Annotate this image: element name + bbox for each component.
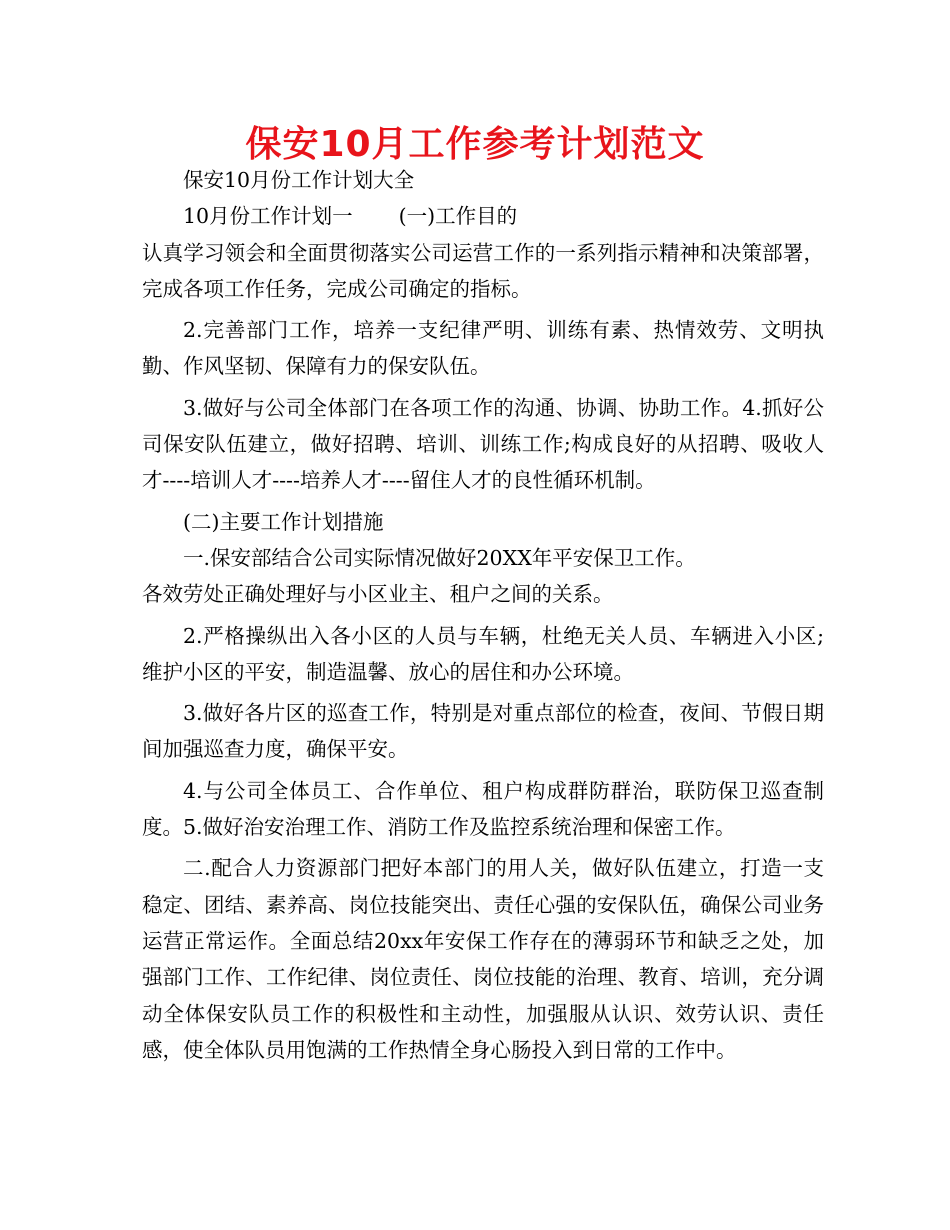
document-body — [142, 162, 824, 1068]
plan-heading-label: 10月份工作计划一 — [183, 204, 353, 229]
paragraph-item-2: 2.完善部门工作，培养一支纪律严明、训练有素、热情效劳、文明执勤、作风坚韧、保障有力的保安队伍。 — [142, 318, 824, 379]
paragraph-measure-2: 2.严格操纵出入各小区的人员与车辆，杜绝无关人员、车辆进入小区;维护小区的平安，制造温馨、放心的居住和办公环境。 — [142, 623, 824, 684]
paragraph-item-3-4: 3.做好与公司全体部门在各项工作的沟通、协调、协助工作。4.抓好公司保安队伍建立，做好招聘、培训、训练工作;构成良好的从招聘、吸收人才----培训人才----培养人才----留住人才的良性循环机制。 — [142, 395, 824, 493]
paragraph-measure-4-5: 4.与公司全体员工、合作单位、租户构成群防群治，联防保卫巡查制度。5.做好治安治理工作、消防工作及监控系统治理和保密工作。 — [142, 778, 824, 840]
paragraph-relations: 各效劳处正确处理好与小区业主、租户之间的关系。 — [142, 582, 614, 607]
paragraph-measure-1: 一.保安部结合公司实际情况做好20XX年平安保卫工作。 — [183, 545, 696, 570]
paragraph-plan-heading — [142, 198, 824, 234]
document-title: 保安10月工作参考计划范文 — [245, 124, 705, 165]
plan-heading-section: (一)工作目的 — [398, 204, 518, 229]
paragraph-goal: 认真学习领会和全面贯彻落实公司运营工作的一系列指示精神和决策部署，完成各项工作任务，完成公司确定的指标。 — [142, 240, 824, 301]
paragraph-measure-3: 3.做好各片区的巡查工作，特别是对重点部位的检查，夜间、节假日期间加强巡查力度，确保平安。 — [142, 701, 824, 762]
paragraph-section-two: 二.配合人力资源部门把好本部门的用人关，做好队伍建立，打造一支稳定、团结、素养高、岗位技能突出、责任心强的安保队伍，确保公司业务运营正常运作。全面总结20xx年安保工作存在的薄弱环节和缺乏之处，加强部门工作、工作纪律、岗位责任、岗位技能的治理、教育、培训，充分调动全体保安队员工作的积极性和主动性，加强服从认识、效劳认识、责任感，使全体队员用饱满的工作热情全身心肠投入到日常的工作中。 — [142, 856, 824, 1062]
paragraph-measures-heading: (二)主要工作计划措施 — [183, 509, 384, 534]
paragraph-subtitle: 保安10月份工作计划大全 — [183, 168, 415, 192]
